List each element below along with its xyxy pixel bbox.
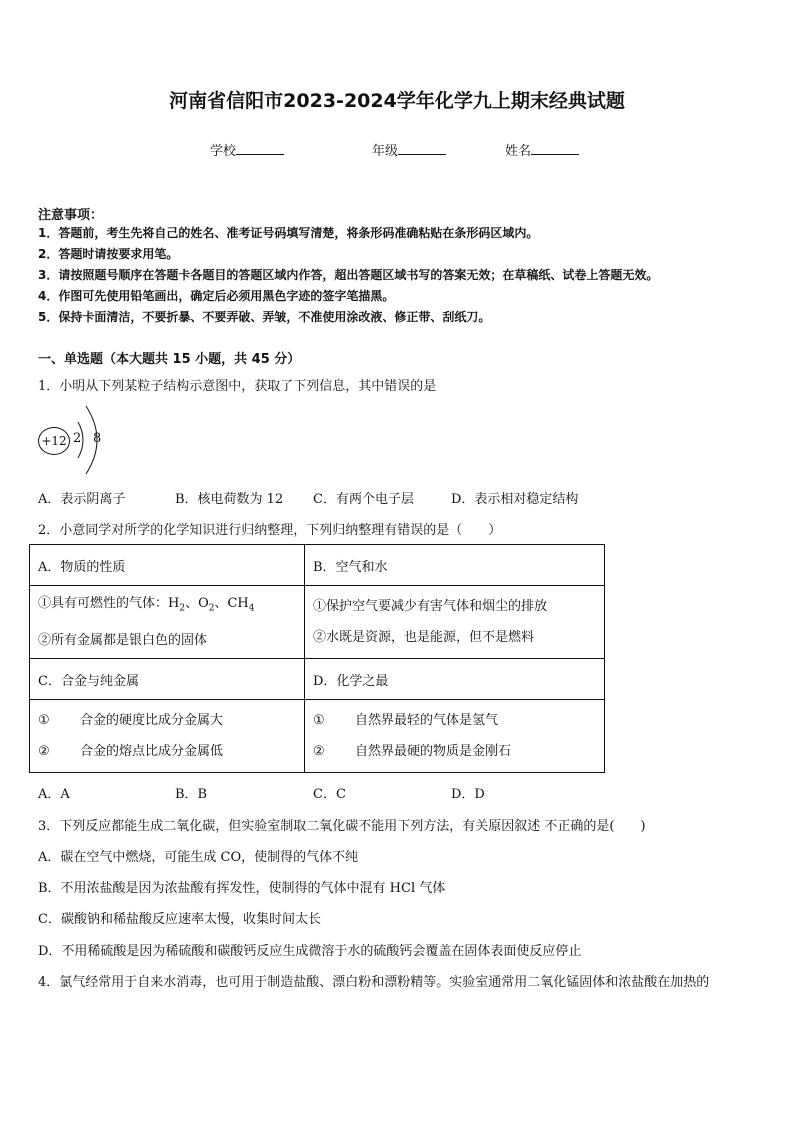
name-field[interactable] (505, 140, 579, 159)
note-item: 1．答题前，考生先将自己的姓名、准考证号码填写清楚，将条形码准确粘贴在条形码区域内。 (38, 226, 539, 240)
cell-a-body (30, 586, 305, 659)
name-blank[interactable] (531, 141, 579, 155)
cell-b-head: B．空气和水 (305, 545, 605, 586)
q1-option-b[interactable]: B．核电荷数为 12 (175, 492, 284, 507)
c-line-2: ② 合金的熔点比成分金属低 (38, 744, 224, 759)
q3-option-a[interactable]: A．碳在空气中燃烧，可能生成 CO，使制得的气体不纯 (38, 850, 359, 865)
cell-d-body (305, 700, 605, 773)
q1-option-d[interactable]: D．表示相对稳定结构 (451, 492, 579, 507)
q2-option-d[interactable]: D．D (451, 787, 485, 802)
nucleus-label: +12 (38, 427, 70, 455)
q2-option-a[interactable]: A．A (38, 787, 70, 802)
cell-b-body (305, 586, 605, 659)
cell-c-body (30, 700, 305, 773)
atom-structure-diagram (34, 400, 124, 480)
a-line-1: ①具有可燃性的气体：$H_2$、$O_2$、$CH_4$ (38, 596, 255, 614)
cell-c-head: C．合金与纯金属 (30, 659, 305, 700)
q3-option-d[interactable]: D．不用稀硫酸是因为稀硫酸和碳酸钙反应生成微溶于水的硫酸钙会覆盖在固体表面使反应停止 (38, 944, 582, 959)
q3-option-c[interactable]: C．碳酸钠和稀盐酸反应速率太慢，收集时间太长 (38, 912, 321, 927)
q2-summary-table (29, 544, 605, 773)
notes-heading: 注意事项： (38, 208, 104, 223)
b-line-2: ②水既是资源，也是能源，但不是燃料 (313, 630, 535, 645)
note-item: 5．保持卡面清洁，不要折暴、不要弄破、弄皱，不准使用涂改液、修正带、刮纸刀。 (38, 310, 491, 324)
q4-stem: 4．氯气经常用于自来水消毒，也可用于制造盐酸、漂白粉和漂粉精等。实验室通常用二氧化锰固体和浓盐酸在加热的 (38, 975, 710, 990)
cell-d-head: D．化学之最 (305, 659, 605, 700)
q2-option-c[interactable]: C．C (313, 787, 346, 802)
shell-1-electrons: 2 (73, 431, 82, 446)
c-line-1: ① 合金的硬度比成分金属大 (38, 713, 224, 728)
grade-label: 年级 (372, 144, 399, 159)
q1-option-a[interactable]: A．表示阴离子 (38, 492, 126, 507)
d-line-1: ① 自然界最轻的气体是氢气 (313, 713, 499, 728)
school-blank[interactable] (236, 141, 284, 155)
note-item: 2．答题时请按要求用笔。 (38, 247, 179, 261)
q3-option-b[interactable]: B．不用浓盐酸是因为浓盐酸有挥发性，使制得的气体中混有 HCl 气体 (38, 881, 446, 896)
q1-stem: 1．小明从下列某粒子结构示意图中，获取了下列信息，其中错误的是 (38, 379, 437, 394)
b-line-1: ①保护空气要减少有害气体和烟尘的排放 (313, 599, 548, 614)
cell-a-head: A．物质的性质 (30, 545, 305, 586)
q1-option-c[interactable]: C．有两个电子层 (313, 492, 414, 507)
q3-stem: 3．下列反应都能生成二氧化碳，但实验室制取二氧化碳不能用下列方法，有关原因叙述 不正确的是( ) (38, 819, 646, 834)
note-item: 3．请按照题号顺序在答题卡各题目的答题区域内作答，超出答题区域书写的答案无效；在草稿纸、试卷上答题无效。 (38, 268, 659, 282)
d-line-2: ② 自然界最硬的物质是金刚石 (313, 744, 512, 759)
grade-blank[interactable] (398, 141, 446, 155)
q2-option-b[interactable]: B．B (175, 787, 208, 802)
q2-stem: 2．小意同学对所学的化学知识进行归纳整理，下列归纳整理有错误的是（ ） (38, 523, 502, 538)
section-heading: 一、单选题（本大题共 15 小题，共 45 分） (38, 352, 301, 367)
a-line-2: ②所有金属都是银白色的固体 (38, 632, 208, 648)
shell-2-electrons: 8 (93, 431, 102, 446)
name-label: 姓名 (505, 144, 532, 159)
school-label: 学校 (210, 144, 237, 159)
grade-field[interactable] (372, 140, 446, 159)
note-item: 4．作图可先使用铅笔画出，确定后必须用黑色字迹的签字笔描黑。 (38, 289, 395, 303)
exam-title: 河南省信阳市2023-2024学年化学九上期末经典试题 (169, 90, 625, 112)
school-field[interactable] (210, 140, 284, 159)
